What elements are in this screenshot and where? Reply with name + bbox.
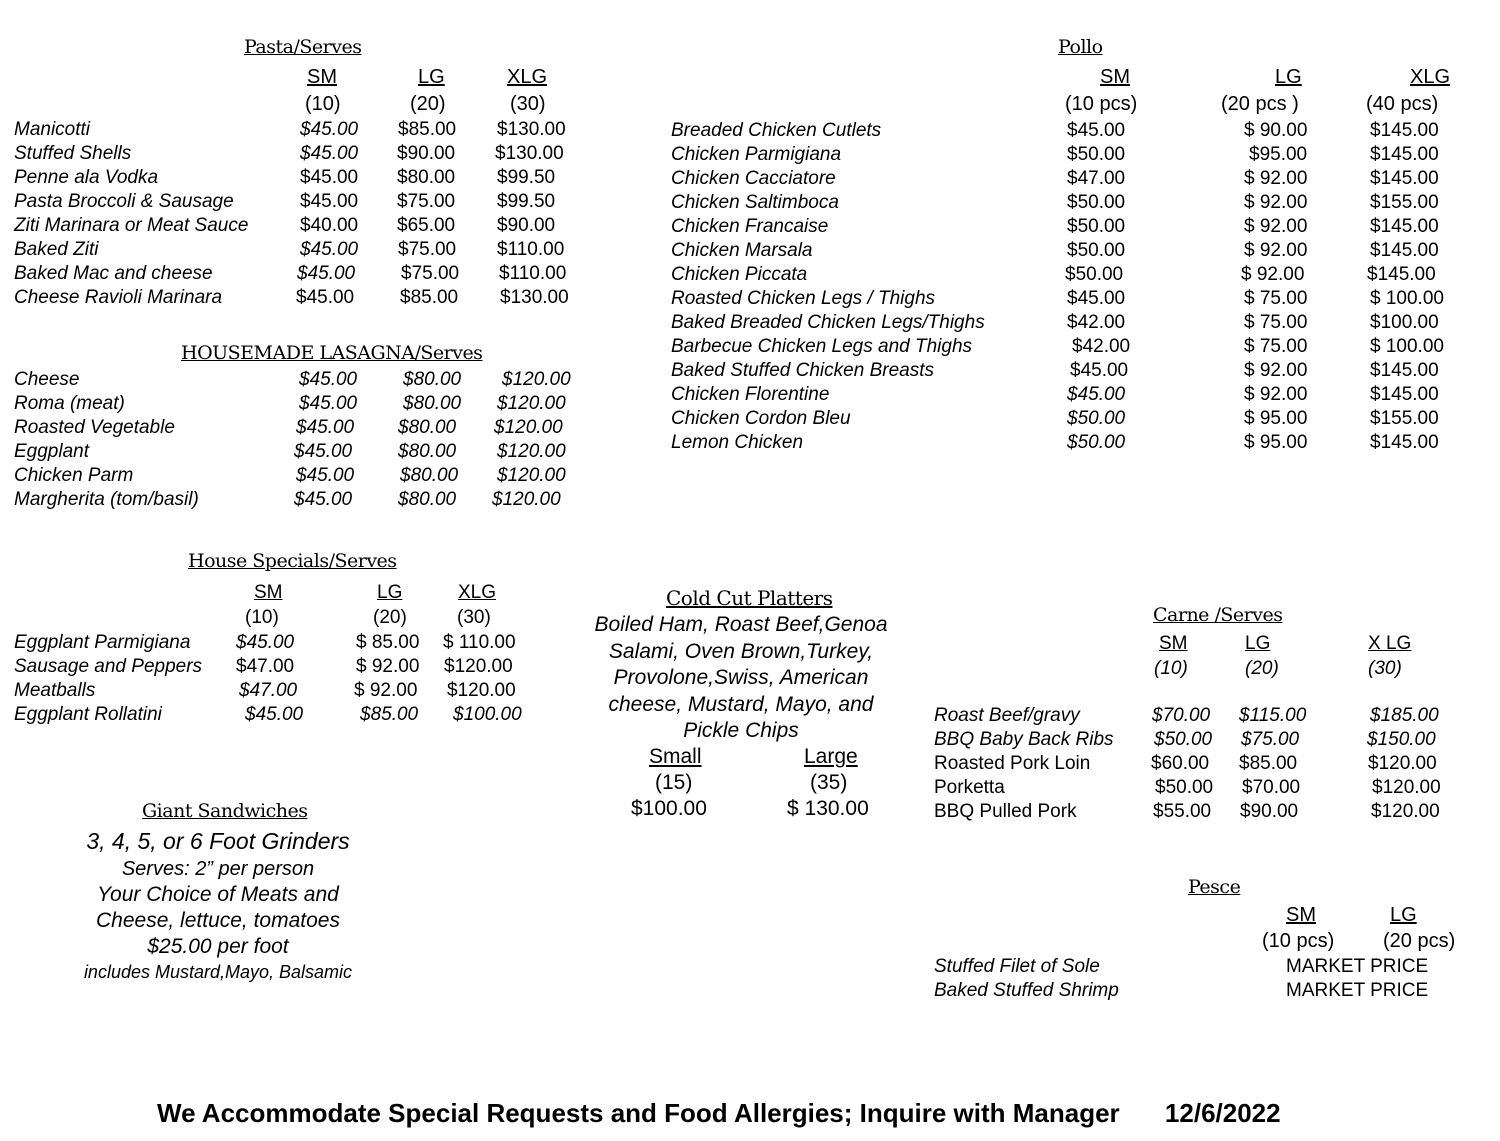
pollo-sub-sm: (10 pcs): [1065, 93, 1138, 115]
price-xlg: $90.00: [497, 215, 556, 236]
price-lg: $ 92.00: [1241, 264, 1305, 285]
coldcut-sub-small: (15): [655, 771, 693, 794]
price-sm: $40.00: [300, 215, 359, 236]
sandwiches-line: Cheese, lettuce, tomatoes: [96, 909, 340, 932]
item-name: Baked Stuffed Shrimp: [934, 980, 1119, 1001]
price-xlg: $145.00: [1370, 384, 1439, 405]
item-name: Stuffed Shells: [14, 143, 132, 164]
pollo-header-sm: SM: [1100, 66, 1130, 88]
pesce-title: Pesce: [1188, 876, 1241, 898]
item-name: Baked Breaded Chicken Legs/Thighs: [671, 312, 985, 333]
price-lg: $ 92.00: [1244, 216, 1308, 237]
pasta-sub-lg: (20): [410, 93, 446, 115]
price-xlg: $155.00: [1370, 192, 1439, 213]
item-name: Chicken Parm: [14, 465, 134, 486]
price-sm: $50.00: [1154, 729, 1213, 750]
coldcut-sub-large: (35): [810, 771, 848, 794]
price-xlg: $ 100.00: [1370, 336, 1444, 357]
item-name: Baked Ziti: [14, 239, 99, 260]
pollo-sub-lg: (20 pcs ): [1221, 93, 1299, 115]
price-sm: $50.00: [1067, 192, 1126, 213]
pollo-title: Pollo: [1058, 36, 1103, 58]
item-name: Eggplant: [14, 441, 90, 462]
coldcut-line: Boiled Ham, Roast Beef,Genoa: [594, 613, 888, 636]
price-xlg: $120.00: [492, 489, 561, 510]
sandwiches-description: [18, 826, 418, 984]
item-name: BBQ Pulled Pork: [934, 801, 1077, 822]
price-sm: $50.00: [1067, 240, 1126, 261]
coldcut-line: Provolone,Swiss, American: [613, 666, 869, 689]
item-name: Chicken Francaise: [671, 216, 829, 237]
price-xlg: $120.00: [502, 369, 571, 390]
price-sm: $60.00: [1151, 753, 1210, 774]
price-sm: $45.00: [245, 704, 304, 725]
price-lg: $80.00: [400, 465, 459, 486]
price-sm: $50.00: [1067, 144, 1126, 165]
coldcut-header-small: Small: [649, 745, 702, 768]
price-lg: $ 92.00: [1244, 192, 1308, 213]
price-lg: $80.00: [403, 369, 462, 390]
price-xlg: $120.00: [444, 656, 513, 677]
coldcut-line: Salami, Oven Brown,Turkey,: [608, 639, 874, 663]
sandwiches-line: 3, 4, 5, or 6 Foot Grinders: [86, 828, 350, 854]
item-name: Roasted Vegetable: [14, 417, 175, 438]
pasta-header-xlg: XLG: [507, 66, 548, 88]
item-name: Eggplant Parmigiana: [14, 632, 191, 653]
price-xlg: $120.00: [497, 393, 566, 414]
price-lg: $115.00: [1239, 705, 1307, 726]
price-sm: $50.00: [1067, 432, 1126, 453]
price-xlg: $145.00: [1370, 240, 1439, 261]
price-xlg: $145.00: [1370, 432, 1439, 453]
price-lg: $ 95.00: [1244, 408, 1308, 429]
item-name: Baked Mac and cheese: [14, 263, 213, 284]
price-lg: $ 95.00: [1244, 432, 1308, 453]
price-sm: $50.00: [1065, 264, 1124, 285]
price-sm: $47.00: [1067, 168, 1126, 189]
price-lg: $ 92.00: [354, 680, 418, 701]
price-xlg: $130.00: [495, 143, 564, 164]
price-xlg: $130.00: [500, 287, 569, 308]
footer-notice: [157, 1098, 1281, 1129]
price-market: MARKET PRICE: [1286, 956, 1429, 977]
item-name: Baked Stuffed Chicken Breasts: [671, 360, 934, 381]
price-xlg: $ 100.00: [1370, 288, 1444, 309]
carne-sub-xlg: (30): [1368, 658, 1402, 679]
pasta-sub-sm: (10): [305, 93, 341, 115]
footer-date: 12/6/2022: [1164, 1098, 1281, 1128]
price-xlg: $145.00: [1370, 144, 1439, 165]
price-lg: $ 75.00: [1244, 288, 1308, 309]
price-xlg: $145.00: [1370, 168, 1439, 189]
item-name: Chicken Florentine: [671, 384, 830, 405]
price-sm: $50.00: [1067, 408, 1126, 429]
price-sm: $45.00: [1067, 288, 1126, 309]
footer-text: We Accommodate Special Requests and Food Allergies; Inquire with Manager: [157, 1098, 1120, 1128]
price-lg: $80.00: [397, 167, 456, 188]
carne-sub-sm: (10): [1154, 658, 1188, 679]
item-name: Eggplant Rollatini: [14, 704, 162, 725]
price-lg: $80.00: [398, 441, 457, 462]
item-name: Porketta: [934, 777, 1005, 798]
price-lg: $75.00: [1241, 729, 1300, 750]
coldcut-description: [576, 612, 906, 745]
price-xlg: $99.50: [497, 191, 556, 212]
price-sm: $55.00: [1153, 801, 1212, 822]
sandwiches-line: $25.00 per foot: [147, 935, 289, 958]
item-name: Meatballs: [14, 680, 96, 701]
specials-header-xlg: XLG: [458, 582, 497, 603]
price-lg: $90.00: [1240, 801, 1299, 822]
item-name: Ziti Marinara or Meat Sauce: [14, 215, 249, 236]
item-name: Margherita (tom/basil): [14, 489, 199, 510]
price-xlg: $ 110.00: [443, 632, 516, 653]
price-xlg: $145.00: [1367, 264, 1436, 285]
item-name: Sausage and Peppers: [14, 656, 203, 677]
price-xlg: $185.00: [1370, 705, 1439, 726]
item-name: Roasted Chicken Legs / Thighs: [671, 288, 936, 309]
price-xlg: $120.00: [1368, 753, 1437, 774]
price-sm: $45.00: [300, 167, 359, 188]
price-lg: $ 92.00: [356, 656, 420, 677]
price-sm: $42.00: [1072, 336, 1131, 357]
pollo-header-xlg: XLG: [1410, 66, 1451, 88]
price-lg: $85.00: [360, 704, 419, 725]
price-lg: $85.00: [400, 287, 459, 308]
coldcut-price-small: $100.00: [631, 797, 707, 820]
sandwiches-line: includes Mustard,Mayo, Balsamic: [83, 962, 353, 982]
item-name: Chicken Saltimboca: [671, 192, 839, 213]
price-lg: $90.00: [397, 143, 456, 164]
sandwiches-title: Giant Sandwiches: [142, 800, 308, 822]
price-lg: $85.00: [398, 119, 457, 140]
price-lg: $ 75.00: [1244, 312, 1308, 333]
specials-title: House Specials/Serves: [188, 550, 397, 572]
specials-sub-lg: (20): [373, 607, 407, 628]
item-name: Roasted Pork Loin: [934, 753, 1091, 774]
item-name: Lemon Chicken: [671, 432, 804, 453]
sandwiches-line: Your Choice of Meats and: [97, 883, 339, 906]
item-name: Roast Beef/gravy: [934, 705, 1080, 726]
item-name: Barbecue Chicken Legs and Thighs: [671, 336, 973, 357]
price-lg: $ 92.00: [1244, 360, 1308, 381]
price-sm: $50.00: [1067, 216, 1126, 237]
price-lg: $ 75.00: [1244, 336, 1308, 357]
price-xlg: $120.00: [497, 465, 566, 486]
item-name: Cheese: [14, 369, 80, 390]
pasta-sub-xlg: (30): [510, 93, 546, 115]
lasagna-title: HOUSEMADE LASAGNA/Serves: [181, 342, 483, 364]
sandwiches-line: Serves: 2” per person: [121, 858, 315, 880]
pollo-header-lg: LG: [1275, 66, 1302, 88]
price-sm: $45.00: [300, 143, 359, 164]
price-sm: $45.00: [300, 191, 359, 212]
coldcut-price-large: $ 130.00: [787, 797, 869, 820]
price-sm: $45.00: [236, 632, 295, 653]
price-xlg: $145.00: [1370, 360, 1439, 381]
carne-header-xlg: X LG: [1368, 633, 1412, 654]
price-lg: $80.00: [398, 489, 457, 510]
price-lg: $80.00: [398, 417, 457, 438]
item-name: Roma (meat): [14, 393, 125, 414]
coldcut-title: Cold Cut Platters: [666, 586, 833, 610]
price-sm: $45.00: [1070, 360, 1129, 381]
item-name: Stuffed Filet of Sole: [934, 956, 1100, 977]
item-name: Breaded Chicken Cutlets: [671, 120, 882, 141]
price-lg: $75.00: [397, 191, 456, 212]
price-xlg: $100.00: [453, 704, 522, 725]
item-name: Chicken Piccata: [671, 264, 808, 285]
price-xlg: $155.00: [1370, 408, 1439, 429]
price-xlg: $100.00: [1370, 312, 1439, 333]
carne-header-lg: LG: [1245, 633, 1271, 654]
price-sm: $45.00: [1067, 120, 1126, 141]
coldcut-header-large: Large: [804, 745, 858, 768]
price-sm: $45.00: [300, 239, 359, 260]
item-name: Pasta Broccoli & Sausage: [14, 191, 234, 212]
price-lg: $ 92.00: [1244, 168, 1308, 189]
price-sm: $45.00: [294, 489, 353, 510]
item-name: Chicken Cacciatore: [671, 168, 836, 189]
price-sm: $47.00: [239, 680, 298, 701]
price-sm: $45.00: [296, 465, 355, 486]
specials-sub-sm: (10): [245, 607, 279, 628]
specials-header-lg: LG: [377, 582, 403, 603]
item-name: Chicken Cordon Bleu: [671, 408, 851, 429]
price-xlg: $120.00: [447, 680, 516, 701]
carne-sub-lg: (20): [1245, 658, 1279, 679]
price-lg: $75.00: [398, 239, 457, 260]
coldcut-line: Pickle Chips: [683, 719, 799, 742]
price-sm: $50.00: [1155, 777, 1214, 798]
carne-title: Carne /Serves: [1153, 604, 1283, 626]
item-name: Chicken Marsala: [671, 240, 813, 261]
price-sm: $45.00: [296, 287, 355, 308]
price-xlg: $110.00: [499, 263, 567, 284]
item-name: Cheese Ravioli Marinara: [14, 287, 223, 308]
price-xlg: $120.00: [494, 417, 563, 438]
price-lg: $85.00: [1239, 753, 1298, 774]
pasta-header-lg: LG: [418, 66, 445, 88]
price-lg: $75.00: [401, 263, 460, 284]
price-sm: $45.00: [299, 393, 358, 414]
item-name: Chicken Parmigiana: [671, 144, 842, 165]
price-lg: $80.00: [403, 393, 462, 414]
price-xlg: $110.00: [497, 239, 565, 260]
price-sm: $70.00: [1152, 705, 1211, 726]
price-lg: $65.00: [397, 215, 456, 236]
pasta-header-sm: SM: [307, 66, 337, 88]
pesce-header-sm: SM: [1286, 904, 1316, 926]
price-xlg: $150.00: [1367, 729, 1436, 750]
price-sm: $45.00: [299, 369, 358, 390]
price-lg: $ 92.00: [1244, 384, 1308, 405]
price-sm: $45.00: [294, 441, 353, 462]
price-xlg: $120.00: [1372, 777, 1441, 798]
price-lg: $ 90.00: [1244, 120, 1308, 141]
price-market: MARKET PRICE: [1286, 980, 1429, 1001]
item-name: Penne ala Vodka: [14, 167, 159, 188]
pasta-title: Pasta/Serves: [244, 36, 362, 58]
price-sm: $45.00: [296, 417, 355, 438]
price-xlg: $130.00: [497, 119, 566, 140]
price-sm: $42.00: [1067, 312, 1126, 333]
pesce-sub-lg: (20 pcs): [1383, 930, 1456, 952]
price-lg: $ 85.00: [356, 632, 420, 653]
price-xlg: $145.00: [1370, 120, 1439, 141]
price-xlg: $99.50: [497, 167, 556, 188]
price-sm: $45.00: [297, 263, 356, 284]
pesce-header-lg: LG: [1390, 904, 1417, 926]
price-sm: $45.00: [300, 119, 359, 140]
item-name: BBQ Baby Back Ribs: [934, 729, 1114, 750]
carne-header-sm: SM: [1159, 633, 1188, 654]
price-lg: $ 92.00: [1244, 240, 1308, 261]
price-sm: $45.00: [1067, 384, 1126, 405]
price-lg: $70.00: [1242, 777, 1301, 798]
specials-sub-xlg: (30): [457, 607, 491, 628]
price-sm: $47.00: [236, 656, 295, 677]
coldcut-line: cheese, Mustard, Mayo, and: [608, 692, 874, 716]
price-xlg: $120.00: [1371, 801, 1440, 822]
pesce-sub-sm: (10 pcs): [1262, 930, 1335, 952]
price-lg: $95.00: [1249, 144, 1308, 165]
price-xlg: $120.00: [497, 441, 566, 462]
specials-header-sm: SM: [254, 582, 283, 603]
pollo-sub-xlg: (40 pcs): [1366, 93, 1439, 115]
item-name: Manicotti: [14, 119, 91, 140]
price-xlg: $145.00: [1370, 216, 1439, 237]
